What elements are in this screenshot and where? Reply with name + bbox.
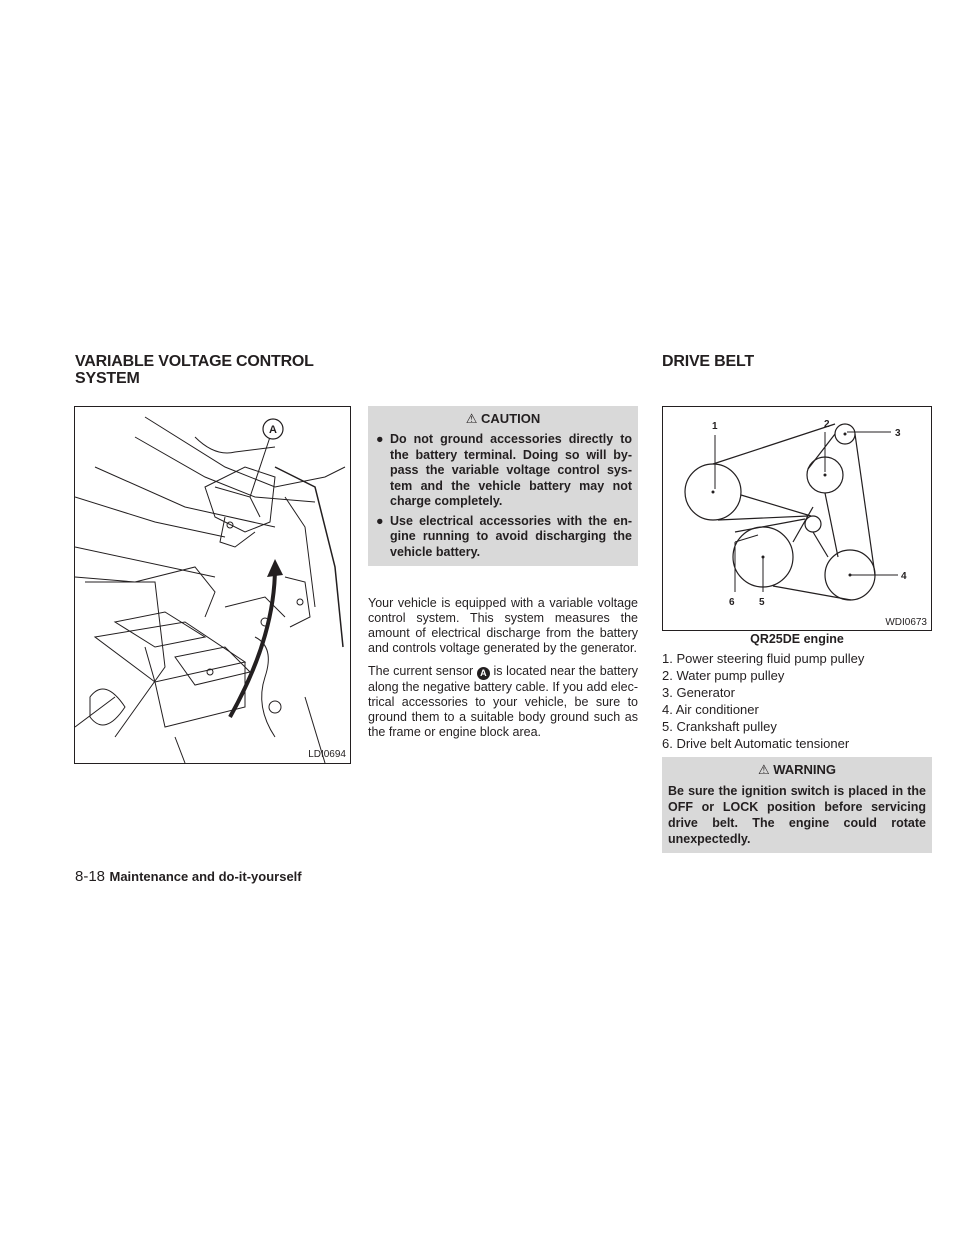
list-item: 6. Drive belt Automatic tensioner	[662, 736, 850, 751]
caution-title: CAUTION	[481, 411, 541, 426]
warning-triangle-icon: ⚠	[757, 762, 770, 777]
list-item: 2. Water pump pulley	[662, 668, 785, 683]
battery-illustration	[75, 407, 350, 763]
heading-line-2: SYSTEM	[75, 370, 140, 387]
figure-code-ldi0694: LDI0694	[308, 749, 346, 760]
body-text	[368, 596, 638, 748]
pulley-list	[662, 650, 932, 752]
caution-bullet-1: ● Do not ground accessories directly to the battery terminal. Doing so will by-pass the variable voltage control sys-tem and the vehicle battery may not charge completely.	[376, 432, 632, 508]
warning-text: Be sure the ignition switch is placed in the OFF or LOCK position before servicing drive belt. The engine could rotate unexpectedly.	[668, 784, 926, 846]
body-paragraph-1: Your vehicle is equipped with a variable voltage control system. This system measures the amount of electrical discharge from the battery and controls voltage generated by the generator.	[368, 596, 638, 655]
pulley-6-circle	[805, 516, 821, 532]
section-heading-drive-belt: DRIVE BELT	[662, 353, 754, 370]
page-number: 8-18	[75, 868, 106, 885]
callout-a-icon: A	[477, 667, 490, 680]
warning-header	[668, 761, 926, 779]
figure-caption: QR25DE engine	[750, 632, 844, 646]
heading-line-1: VARIABLE VOLTAGE CONTROL	[75, 353, 314, 370]
callout-a-label: A	[269, 424, 277, 436]
pulley-label-2: 2	[824, 419, 830, 430]
pulley-label-4: 4	[901, 571, 907, 582]
list-item: 5. Crankshaft pulley	[662, 719, 777, 734]
chapter-title: Maintenance and do-it-yourself	[109, 869, 302, 884]
warning-title: WARNING	[773, 762, 837, 777]
pulley-label-3: 3	[895, 428, 901, 439]
drive-belt-figure	[662, 406, 932, 631]
figure-code-wdi0673: WDI0673	[885, 617, 927, 628]
warning-triangle-icon: ⚠	[465, 411, 478, 426]
caution-header	[374, 410, 632, 428]
drive-belt-diagram	[663, 407, 931, 630]
caution-bullet-2: ● Use electrical accessories with the en-gine running to avoid discharging the vehicle battery.	[376, 513, 632, 559]
page-footer	[75, 868, 302, 886]
list-item: 4. Air conditioner	[662, 702, 759, 717]
warning-box	[662, 757, 932, 853]
list-item: 1. Power steering fluid pump pulley	[662, 651, 865, 666]
list-item: 3. Generator	[662, 685, 735, 700]
pulley-label-6: 6	[729, 597, 735, 608]
battery-figure	[74, 406, 351, 764]
bullet-icon: ●	[376, 513, 384, 528]
bullet-icon: ●	[376, 432, 384, 446]
pulley-label-1: 1	[712, 421, 718, 432]
caution-box	[368, 406, 638, 566]
section-heading-variable-voltage	[75, 353, 375, 387]
body-paragraph-2: The current sensor A is located near the battery along the negative battery cable. If you add elec-trical accessories to your vehicle, be sure to ground them to a suitable body ground such as the frame or engine block area.	[368, 664, 638, 739]
pulley-label-5: 5	[759, 597, 765, 608]
